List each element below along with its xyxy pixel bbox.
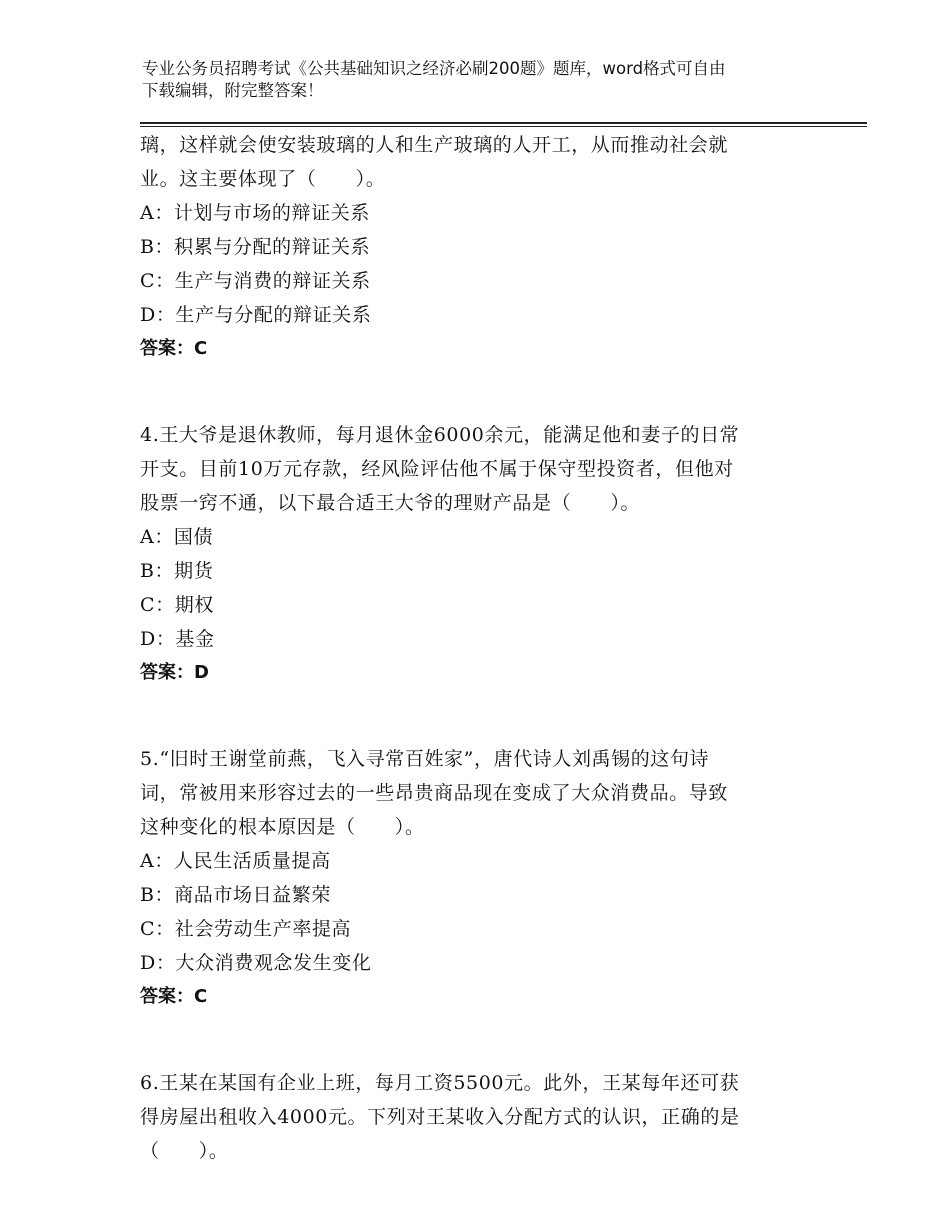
option-d: D：生产与分配的辩证关系 — [140, 304, 372, 326]
option-b: B：积累与分配的辩证关系 — [140, 236, 371, 258]
option-a: A：计划与市场的辩证关系 — [140, 202, 370, 224]
question-3 — [140, 128, 820, 366]
question-text-line: 得房屋出租收入4000元。下列对王某收入分配方式的认识，正确的是 — [140, 1106, 740, 1128]
option-a: A：国债 — [140, 526, 214, 548]
answer: 答案：C — [140, 986, 208, 1007]
question-text-line: 业。这主要体现了（ ）。 — [140, 168, 386, 190]
option-d: D：大众消费观念发生变化 — [140, 952, 372, 974]
option-a: A：人民生活质量提高 — [140, 850, 331, 872]
header-rule-thick — [140, 122, 867, 124]
option-b: B：商品市场日益繁荣 — [140, 884, 331, 906]
question-6 — [140, 1066, 820, 1168]
header-rule-thin — [140, 126, 867, 127]
option-b: B：期货 — [140, 560, 214, 582]
question-text-line: 6.王某在某国有企业上班，每月工资5500元。此外，王某每年还可获 — [140, 1072, 740, 1094]
question-5 — [140, 742, 820, 1014]
page-header — [142, 58, 822, 102]
option-c: C：社会劳动生产率提高 — [140, 918, 352, 940]
question-content — [140, 128, 820, 1168]
answer: 答案：C — [140, 338, 208, 359]
question-text-line: 股票一窍不通，以下最合适王大爷的理财产品是（ ）。 — [140, 492, 641, 514]
option-d: D：基金 — [140, 628, 215, 650]
answer: 答案：D — [140, 662, 209, 683]
question-text-line: 开支。目前10万元存款，经风险评估他不属于保守型投资者，但他对 — [140, 458, 734, 480]
question-text-line: 5.“旧时王谢堂前燕，飞入寻常百姓家”，唐代诗人刘禹锡的这句诗 — [140, 748, 710, 770]
question-text-line: （ ）。 — [140, 1140, 229, 1162]
header-line-1: 专业公务员招聘考试《公共基础知识之经济必刷200题》题库，word格式可自由 — [142, 59, 726, 78]
option-c: C：生产与消费的辩证关系 — [140, 270, 371, 292]
question-text-line: 词，常被用来形容过去的一些昂贵商品现在变成了大众消费品。导致 — [140, 782, 729, 804]
question-4 — [140, 418, 820, 690]
question-text-line: 这种变化的根本原因是（ ）。 — [140, 816, 425, 838]
header-line-2: 下载编辑，附完整答案！ — [142, 81, 324, 100]
question-text-line: 4.王大爷是退休教师，每月退休金6000余元，能满足他和妻子的日常 — [140, 424, 740, 446]
question-text-line: 璃，这样就会使安装玻璃的人和生产玻璃的人开工，从而推动社会就 — [140, 134, 729, 156]
option-c: C：期权 — [140, 594, 214, 616]
